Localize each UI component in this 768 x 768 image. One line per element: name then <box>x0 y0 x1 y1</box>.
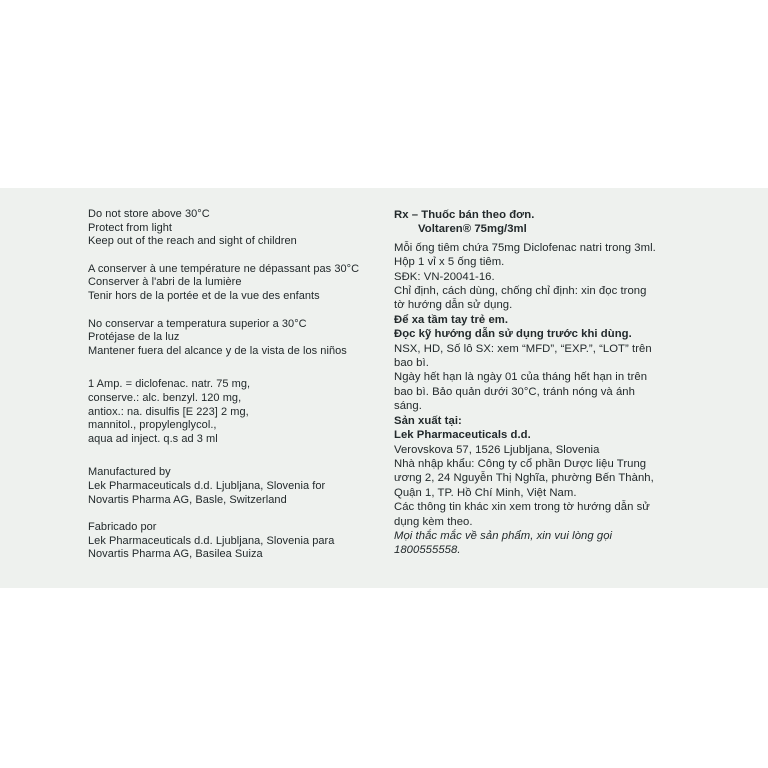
right-column <box>394 208 690 558</box>
composition-line-3: antiox.: na. disulfis [E 223] 2 mg, <box>88 405 249 418</box>
product-detail-line-3: SĐK: VN-20041-16. <box>394 270 495 283</box>
hotline-line-1: Mọi thắc mắc về sản phẩm, xin vui lòng gọi <box>394 529 613 542</box>
manufacturer-es-line-2: Lek Pharmaceuticals d.d. Ljubljana, Slovenia para <box>88 534 335 547</box>
warning-block <box>394 313 690 342</box>
product-details-block <box>394 241 690 284</box>
importer-line-3: Quận 1, TP. Hồ Chí Minh, Việt Nam. <box>394 486 577 499</box>
composition-line-5: aqua ad inject. q.s ad 3 ml <box>88 432 218 445</box>
storage-french-block <box>88 263 388 304</box>
storage-info-line-3: sáng. <box>394 400 422 413</box>
storage-english-block <box>88 208 388 249</box>
rx-heading-block <box>394 208 690 237</box>
storage-spanish-block <box>88 318 388 359</box>
product-name: Voltaren® 75mg/3ml <box>418 223 527 236</box>
product-detail-line-2: Hộp 1 vỉ x 5 ống tiêm. <box>394 256 505 269</box>
storage-fr-line-3: Tenir hors de la portée et de la vue des enfants <box>88 289 320 302</box>
importer-label: Nhà nhập khẩu: <box>394 457 475 470</box>
indication-line-1: Chỉ định, cách dùng, chống chỉ định: xin đọc trong <box>394 285 647 298</box>
hotline-block <box>394 529 690 558</box>
manufacture-label: Sản xuất tại: <box>394 414 462 427</box>
packaging-panel <box>0 188 768 588</box>
manufacturer-en-line-3: Novartis Pharma AG, Basle, Switzerland <box>88 493 287 506</box>
hotline-number: 1800555558. <box>394 544 461 557</box>
warning-keep-away-children: Để xa tầm tay trẻ em. <box>394 313 509 326</box>
lot-info-line-2: bao bì. <box>394 357 429 370</box>
indication-line-2: tờ hướng dẫn sử dụng. <box>394 299 513 312</box>
manufacturer-block <box>394 414 690 457</box>
panel-content <box>88 208 688 568</box>
storage-es-line-2: Protéjase de la luz <box>88 331 180 344</box>
importer-block <box>394 457 690 500</box>
rx-prescription-line: Rx – Thuốc bán theo đơn. <box>394 209 535 221</box>
storage-es-line-1: No conservar a temperatura superior a 30°C <box>88 317 307 330</box>
manufacturer-en-line-2: Lek Pharmaceuticals d.d. Ljubljana, Slovenia for <box>88 479 326 492</box>
importer-line-1-rest: Công ty cổ phần Dược liệu Trung <box>474 457 647 470</box>
storage-info-line-1: Ngày hết hạn là ngày 01 của tháng hết hạn in trên <box>394 371 648 384</box>
storage-en-line-2: Protect from light <box>88 221 173 234</box>
other-info-block <box>394 500 690 529</box>
manufacturer-address: Verovskova 57, 1526 Ljubljana, Slovenia <box>394 443 600 456</box>
storage-es-line-3: Mantener fuera del alcance y de la vista de los niños <box>88 344 347 357</box>
warning-read-leaflet: Đọc kỹ hướng dẫn sử dụng trước khi dùng. <box>394 328 632 341</box>
composition-line-2: conserve.: alc. benzyl. 120 mg, <box>88 391 242 404</box>
left-column <box>88 208 388 562</box>
importer-line-1 <box>394 457 690 471</box>
manufacturer-name: Lek Pharmaceuticals d.d. <box>394 429 531 442</box>
indication-block <box>394 284 690 313</box>
composition-line-4: mannitol., propylenglycol., <box>88 419 217 432</box>
other-info-line-1: Các thông tin khác xin xem trong tờ hướng dẫn sử <box>394 501 650 514</box>
composition-line-1: 1 Amp. = diclofenac. natr. 75 mg, <box>88 378 251 391</box>
manufacturer-es-line-1: Fabricado por <box>88 521 157 534</box>
lot-info-block <box>394 342 690 371</box>
storage-fr-line-1: A conserver à une température ne dépassant pas 30°C <box>88 262 360 275</box>
product-detail-line-1: Mỗi ống tiêm chứa 75mg Diclofenac natri trong 3ml. <box>394 241 656 254</box>
storage-en-line-3: Keep out of the reach and sight of children <box>88 235 297 248</box>
lot-info-line-1: NSX, HD, Số lô SX: xem “MFD”, “EXP.”, “LOT” trên <box>394 342 652 355</box>
importer-line-2: ương 2, 24 Nguyễn Thị Nghĩa, phường Bến Thành, <box>394 472 654 485</box>
storage-info-line-2: bao bì. Bảo quản dưới 30°C, tránh nóng và ánh <box>394 385 635 398</box>
manufacturer-es-line-3: Novartis Pharma AG, Basilea Suiza <box>88 548 263 561</box>
storage-fr-line-2: Conserver à l'abri de la lumière <box>88 276 242 289</box>
other-info-line-2: dụng kèm theo. <box>394 515 473 528</box>
manufacturer-english-block <box>88 466 388 507</box>
storage-en-line-1: Do not store above 30°C <box>88 208 210 220</box>
storage-info-block <box>394 370 690 413</box>
composition-block <box>88 378 388 446</box>
manufacturer-en-line-1: Manufactured by <box>88 466 171 479</box>
manufacturer-spanish-block <box>88 521 388 562</box>
